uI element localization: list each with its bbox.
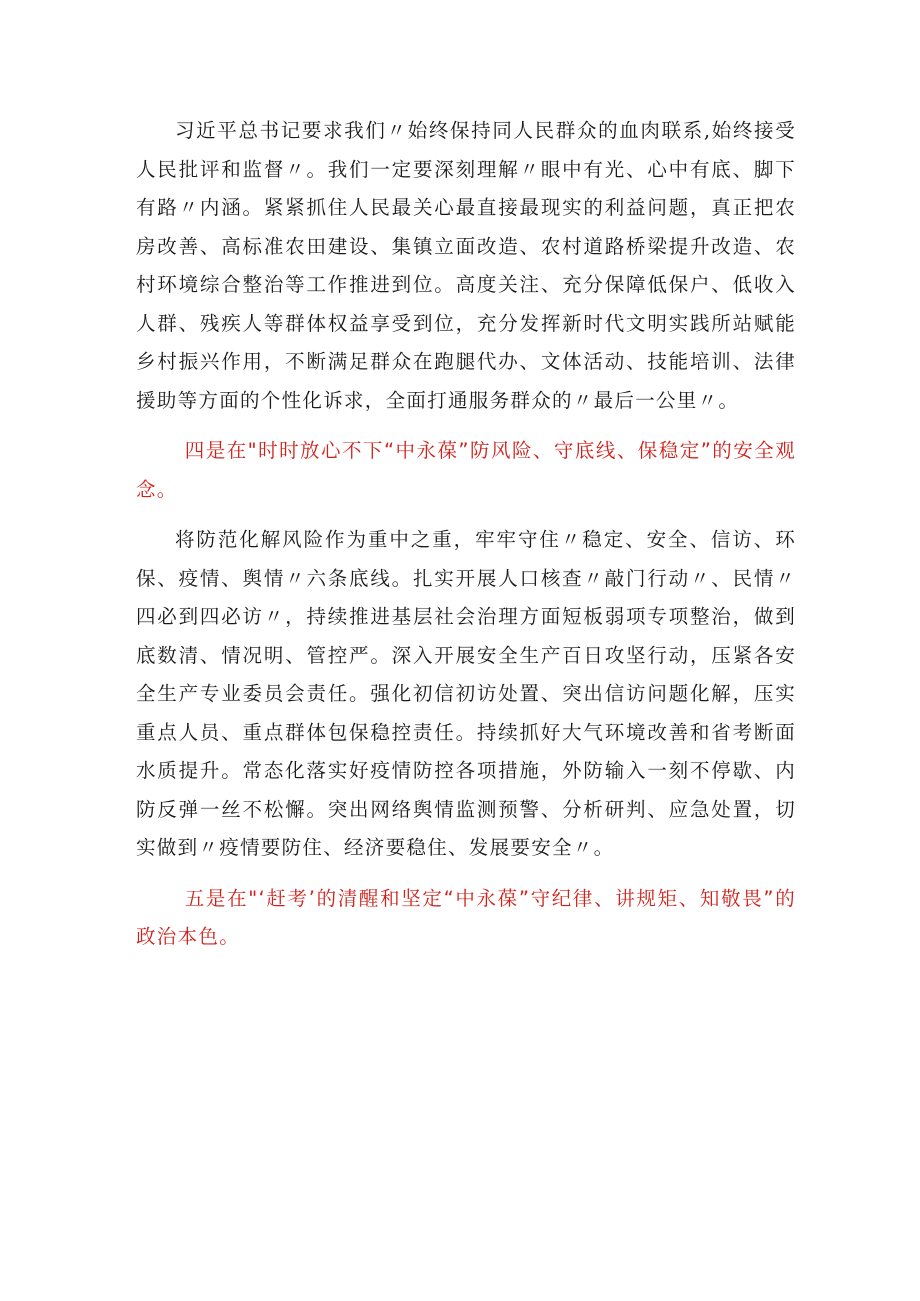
- paragraph-contact-with-masses: 习近平总书记要求我们〃始终保持同人民群众的血肉联系,始终接受人民批评和监督〃。我们一定要深刻理解〃眼中有光、心中有底、脚下有路〃内涵。紧紧抓住人民最关心最直接最现实的利益问题，真正把农房改善、高标准农田建设、集镇立面改造、农村道路桥梁提升改造、农村环境综合整治等工作推进到位。高度关注、充分保障低保户、低收入人群、残疾人等群体权益享受到位，充分发挥新时代文明实践所站赋能乡村振兴作用，不断满足群众在跑腿代办、文体活动、技能培训、法律援助等方面的个性化诉求，全面打通服务群众的〃最后一公里〃。: [136, 119, 796, 412]
- section-heading-five: 五是在"‘赶考’的清醒和坚定“中永葆”守纪律、讲规矩、知敬畏”的政治本色。: [136, 886, 796, 948]
- document-body: [136, 112, 796, 957]
- paragraph-risk-prevention: 将防范化解风险作为重中之重，牢牢守住〃稳定、安全、信访、环保、疫情、舆情〃六条底线。扎实开展人口核查〃敲门行动〃、民情〃四必到四必访〃，持续推进基层社会治理方面短板弱项专项整治，做到底数清、情况明、管控严。深入开展安全生产百日攻坚行动，压紧各安全生产专业委员会责任。强化初信初访处置、突出信访问题化解，压实重点人员、重点群体包保稳控责任。持续抓好大气环境改善和省考断面水质提升。常态化落实好疫情防控各项措施，外防输入一刻不停歇、内防反弹一丝不松懈。突出网络舆情监测预警、分析研判、应急处置，切实做到〃疫情要防住、经济要稳住、发展要安全〃。: [136, 528, 796, 859]
- section-heading-four: 四是在"时时放心不下“中永葆”防风险、守底线、保稳定”的安全观念。: [136, 439, 796, 501]
